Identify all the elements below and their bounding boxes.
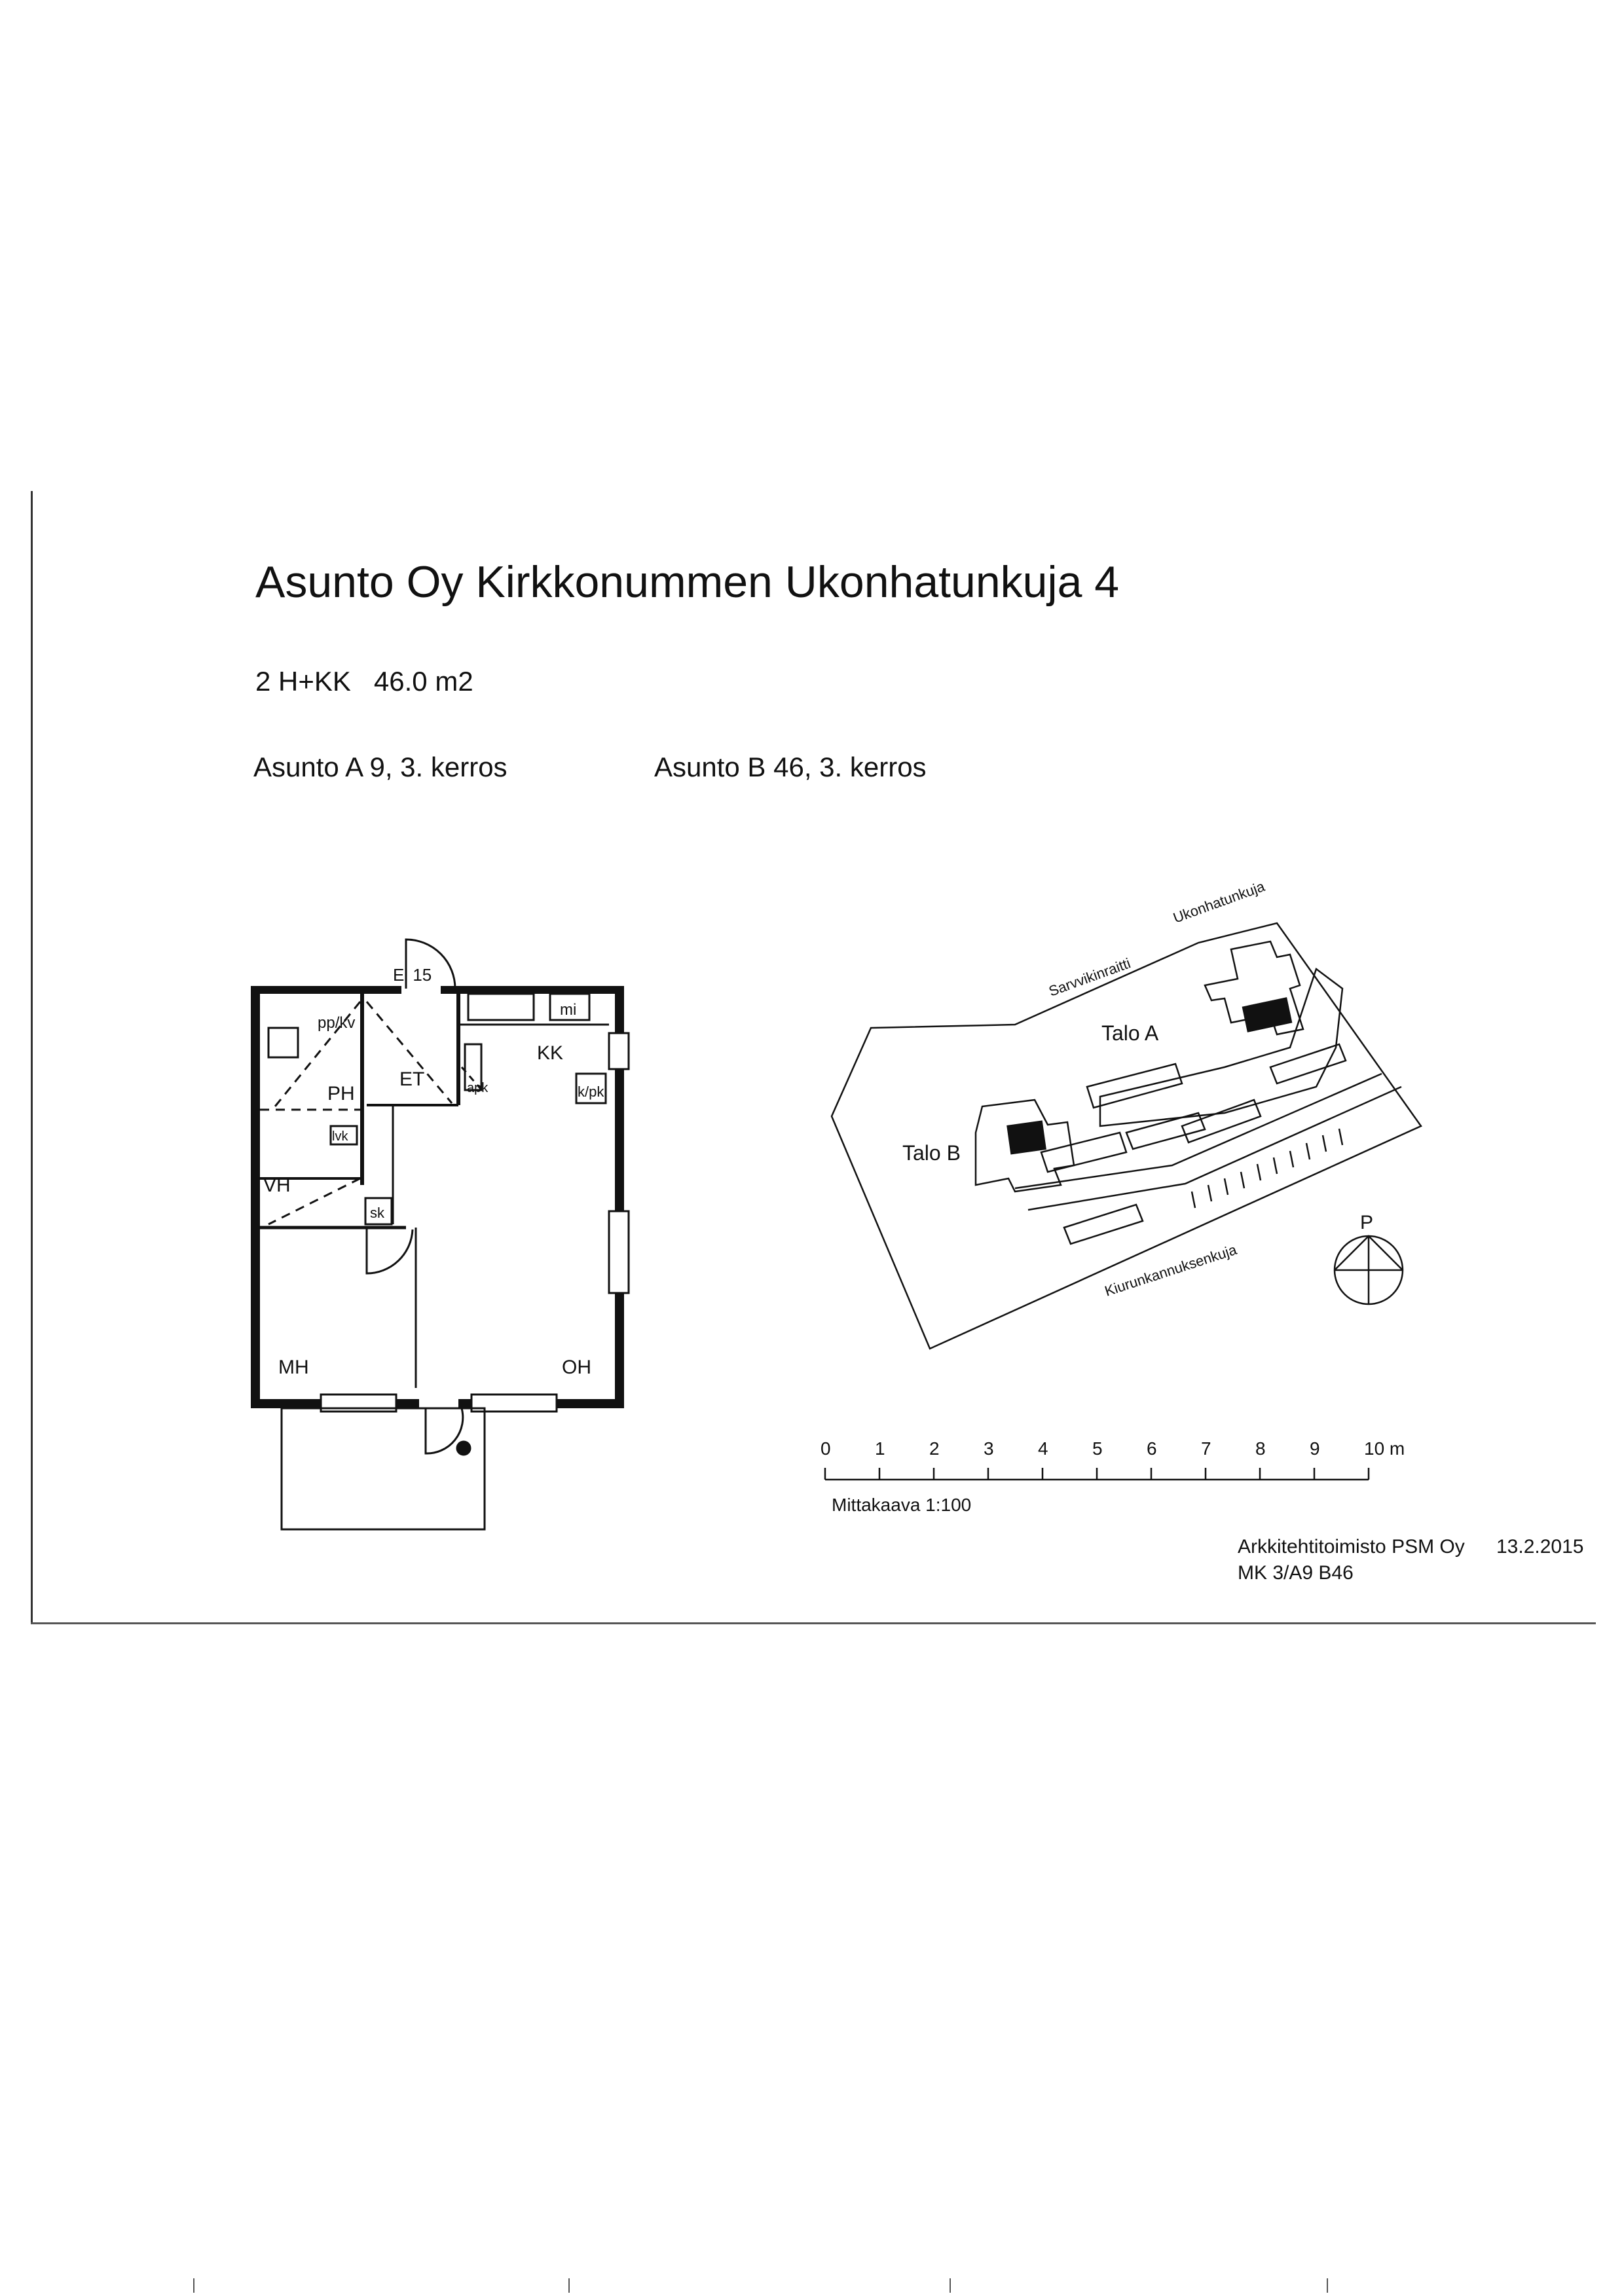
building-label-talo-b: Talo B — [902, 1141, 961, 1165]
scale-tick-label: 1 — [875, 1438, 885, 1459]
bottom-tick-mark — [568, 2278, 570, 2293]
apartment-b-label: Asunto B 46, 3. kerros — [654, 752, 927, 782]
room-label-k-pk: k/pk — [578, 1084, 604, 1100]
site-plan — [819, 851, 1441, 1362]
room-label-apk: apk — [467, 1081, 489, 1095]
scale-tick-label: 7 — [1201, 1438, 1211, 1459]
scale-tick-label: 4 — [1038, 1438, 1048, 1459]
room-label-mh: MH — [278, 1357, 309, 1378]
bottom-tick-mark — [193, 2278, 194, 2293]
room-label-el: El 15 — [393, 965, 432, 985]
room-label-ph: PH — [327, 1083, 355, 1104]
room-label-mi: mi — [560, 1001, 577, 1019]
bottom-tick-mark — [1327, 2278, 1328, 2293]
architect-office: Arkkitehtitoimisto PSM Oy — [1238, 1536, 1465, 1558]
scale-tick-label: 3 — [984, 1438, 994, 1459]
drawing-reference: MK 3/A9 B46 — [1238, 1562, 1354, 1584]
room-label-sk: sk — [370, 1205, 384, 1221]
bottom-tick-mark — [950, 2278, 951, 2293]
street-kiurunkannuksenkuja: Kiurunkannuksenkuja — [1102, 1241, 1239, 1300]
room-label-et: ET — [399, 1068, 425, 1090]
north-label: P — [1360, 1212, 1374, 1233]
scale-tick-label: 9 — [1310, 1438, 1320, 1459]
building-label-talo-a: Talo A — [1101, 1021, 1159, 1045]
room-label-vh: VH — [263, 1175, 291, 1196]
room-label-lvk: lvk — [332, 1129, 348, 1144]
street-sarvikinraitti: Sarvvikinraitti — [1046, 955, 1133, 1000]
scale-bar — [812, 1434, 1434, 1519]
room-label-pp-kv: pp/kv — [318, 1014, 356, 1032]
scale-tick-label: 8 — [1255, 1438, 1266, 1459]
scale-tick-label: 10 m — [1364, 1438, 1405, 1459]
street-ukonhatunkuja: Ukonhatunkuja — [1171, 878, 1267, 926]
scale-tick-label: 0 — [821, 1438, 831, 1459]
room-label-oh: OH — [562, 1357, 591, 1378]
room-label-kk: KK — [537, 1042, 564, 1064]
scale-label: Mittakaava 1:100 — [832, 1495, 972, 1515]
scale-tick-label: 5 — [1092, 1438, 1103, 1459]
page-title: Asunto Oy Kirkkonummen Ukonhatunkuja 4 — [255, 557, 1120, 607]
frame-bottom-line — [31, 1622, 1596, 1624]
scale-tick-label: 2 — [929, 1438, 940, 1459]
apartment-a-label: Asunto A 9, 3. kerros — [253, 752, 507, 782]
floor-plan — [242, 930, 642, 1532]
frame-left-line — [31, 491, 33, 1624]
scale-tick-label: 6 — [1147, 1438, 1157, 1459]
apartment-type-area: 2 H+KK 46.0 m2 — [255, 666, 473, 697]
drawing-date: 13.2.2015 — [1496, 1536, 1584, 1558]
